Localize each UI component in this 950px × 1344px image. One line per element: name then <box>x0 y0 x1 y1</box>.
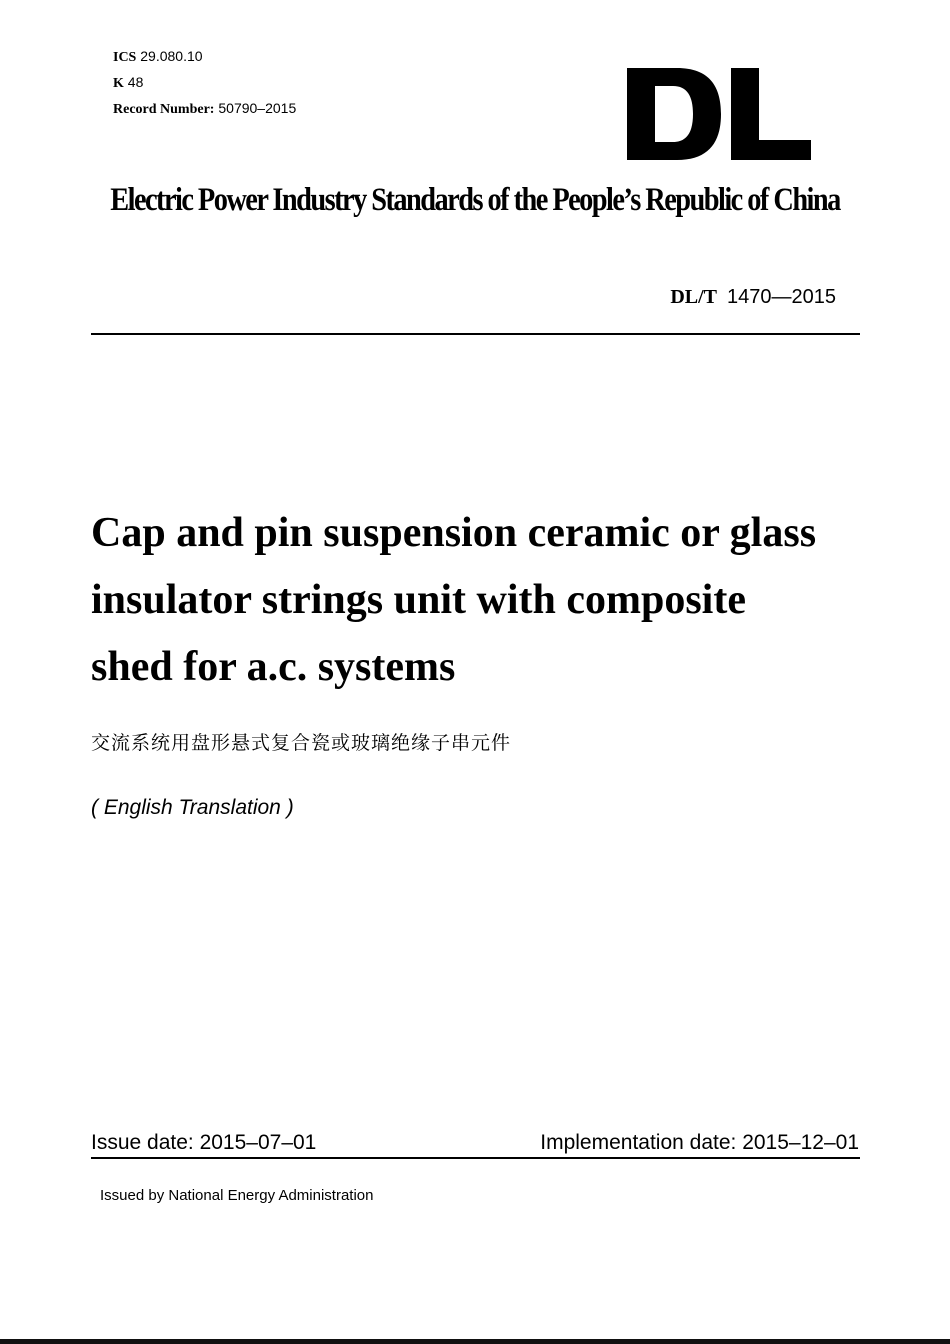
issuer: Issued by National Energy Administration <box>100 1187 374 1204</box>
standard-number <box>670 286 836 309</box>
ics-code <box>113 44 296 70</box>
top-divider <box>91 333 860 335</box>
ics-label: ICS <box>113 50 137 65</box>
logo-letter-d <box>627 68 721 160</box>
record-label: Record Number: <box>113 102 215 117</box>
ics-value: 29.080.10 <box>140 48 203 64</box>
record-number <box>113 96 296 122</box>
dl-logo <box>627 68 811 160</box>
standard-code: 1470—2015 <box>727 286 836 308</box>
document-metadata <box>113 44 296 122</box>
title-line-2: insulator strings unit with composite <box>91 577 746 623</box>
standard-prefix: DL/T <box>670 286 718 308</box>
k-code <box>113 70 296 96</box>
translation-note: ( English Translation ) <box>91 796 294 819</box>
issue-date: Issue date: 2015–07–01 <box>91 1131 317 1154</box>
record-value: 50790–2015 <box>218 100 297 116</box>
implementation-date: Implementation date: 2015–12–01 <box>540 1131 859 1154</box>
k-value: 48 <box>127 74 144 90</box>
title-line-3: shed for a.c. systems <box>91 644 456 690</box>
organization-title: Electric Power Industry Standards of the People’s Republic of China <box>110 182 840 218</box>
bottom-divider <box>91 1157 860 1159</box>
page-edge <box>0 1339 950 1344</box>
chinese-title: 交流系统用盘形悬式复合瓷或玻璃绝缘子串元件 <box>91 732 512 754</box>
logo-letter-l <box>731 68 811 160</box>
k-label: K <box>113 76 124 91</box>
title-line-1: Cap and pin suspension ceramic or glass <box>91 510 817 556</box>
document-title <box>91 500 891 701</box>
